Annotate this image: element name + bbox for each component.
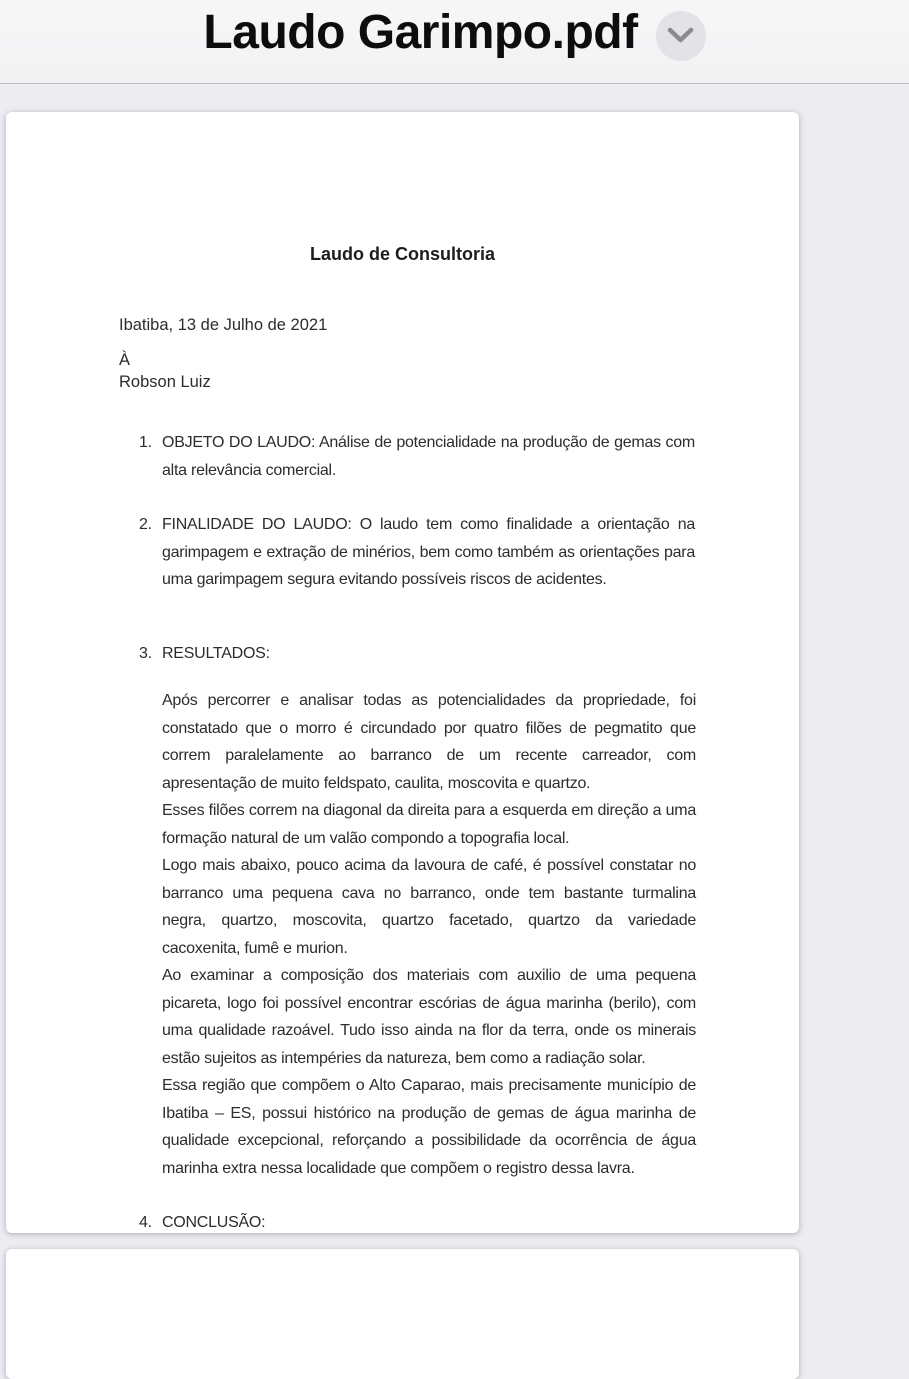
body-paragraph: Logo mais abaixo, pouco acima da lavoura de café, é possível constatar no barranco uma pequena cava no barranco, onde tem bastante turmalina negra, quartzo, moscovita, quartzo facetado, quartzo da variedade cacoxenita, fumê e murion. bbox=[162, 852, 696, 962]
body-paragraph: Ao examinar a composição dos materiais com auxilio de uma pequena picareta, logo foi possível encontrar escórias de água marinha (berilo), com uma qualidade razoável. Tudo isso ainda na flor da terra, onde os minerais estão sujeitos as intempéries da natureza, bem como a radiação solar. bbox=[162, 962, 696, 1072]
addressee-name: Robson Luiz bbox=[119, 371, 799, 393]
list-item-text: FINALIDADE DO LAUDO: O laudo tem como finalidade a orientação na garimpagem e extração de minérios, bem como também as orientações para uma garimpagem segura evitando possíveis riscos de acidentes. bbox=[162, 511, 695, 594]
date-line: Ibatiba, 13 de Julho de 2021 bbox=[119, 314, 799, 336]
list-item bbox=[139, 429, 695, 484]
list-item bbox=[139, 511, 695, 594]
list-item-text: OBJETO DO LAUDO: Análise de potencialidade na produção de gemas com alta relevância comercial. bbox=[162, 429, 695, 484]
title-dropdown-button[interactable] bbox=[656, 11, 706, 61]
document-viewer[interactable] bbox=[0, 84, 909, 1261]
list-item-text: CONCLUSÃO: bbox=[162, 1209, 695, 1233]
results-paragraphs bbox=[162, 687, 696, 1182]
chevron-down-icon bbox=[667, 27, 694, 44]
body-paragraph: Esses filões correm na diagonal da direita para a esquerda em direção a uma formação natural de um valão compondo a topografia local. bbox=[162, 797, 696, 852]
addressee-prefix: À bbox=[119, 349, 799, 371]
list-item bbox=[139, 1209, 695, 1233]
list-item-number: 4. bbox=[139, 1209, 162, 1233]
titlebar-content bbox=[203, 5, 705, 61]
body-paragraph: Essa região que compõem o Alto Caparao, mais precisamente município de Ibatiba – ES, possui histórico na produção de gemas de água marinha de qualidade excepcional, reforçando a possibilidade da ocorrência de água marinha extra nessa localidade que compõem o registro dessa lavra. bbox=[162, 1072, 696, 1182]
pdf-page-2 bbox=[6, 1249, 799, 1379]
list-item bbox=[139, 640, 695, 668]
document-filename: Laudo Garimpo.pdf bbox=[203, 5, 637, 60]
list-item-number: 2. bbox=[139, 511, 162, 594]
list-item-number: 3. bbox=[139, 640, 162, 668]
list-item-number: 1. bbox=[139, 429, 162, 484]
pdf-page-1 bbox=[6, 112, 799, 1233]
titlebar bbox=[0, 0, 909, 84]
list-item-text: RESULTADOS: bbox=[162, 640, 695, 668]
addressee-block bbox=[119, 349, 799, 393]
document-heading: Laudo de Consultoria bbox=[6, 244, 799, 264]
body-paragraph: Após percorrer e analisar todas as potencialidades da propriedade, foi constatado que o morro é circundado por quatro filões de pegmatito que correm paralelamente ao barranco de um recente carreador, com apresentação de muito feldspato, caulita, moscovita e quartzo. bbox=[162, 687, 696, 797]
